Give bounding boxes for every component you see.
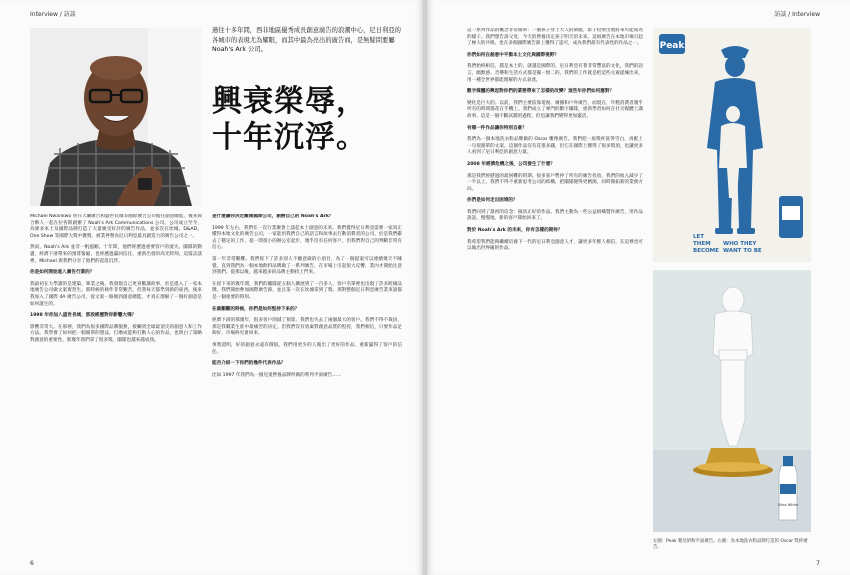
oscar-detergent-ad: [653, 270, 811, 532]
paragraph: 我們為一個本地洗衣粉品牌做的 Oscar 雕像廣告。我們把一座獎杯洗得雪白，再配上一句很簡單的文案。這個作品沒有花很多錢，但它在國際上獲得了很多獎項，也讓更多人看到了尼日利亞的創意力量。: [467, 137, 643, 156]
paragraph: 影響非常大。在那裡，我們為很多國際品牌服務，接觸到全球最頂尖的創意人和工作方法。我學會了如何把一個簡單的想法，打磨成能夠打動人心的作品，也明白了策略對創意的重要性。那幾年我們拿了很多獎，團隊也越來越成熟。: [30, 324, 202, 343]
right-column-1: [467, 28, 643, 563]
left-column-2: [212, 214, 402, 559]
question: 有哪一件作品讓你特別自豪？: [467, 125, 527, 131]
headline-line-2: 十年沉浮。: [212, 120, 367, 155]
paragraph: 第一年非常艱難。我們接下了許多別人不願意做的小項目，為了一個提案可以連續幾天不睡覺。直到我們為一個本地飲料品牌做了一系列廣告，在市場上引起很大反響，業內才開始注意到我們。從那以後，越來越多的品牌主動找上門來。: [212, 256, 402, 276]
question: 是什麼讓你決定離開國際公司，創辦自己的 Noah's Ark？: [212, 214, 334, 219]
left-column-1: [30, 214, 202, 559]
ad-tagline-line-4: WHO THEY: [723, 241, 757, 247]
question: 2008 年經濟危機之後，公司發生了什麼？: [467, 161, 555, 167]
ad-tagline-line-1: LET: [693, 234, 705, 240]
question: 1998 年你加入盛世長城，那段經歷對你影響大嗎？: [30, 313, 137, 319]
paragraph: 比如 1997 年我們為一個兒童營養品牌所做的系列平面廣告……: [212, 372, 342, 378]
ad-tagline-line-2: THEM: [693, 241, 711, 247]
portrait-illustration: [30, 28, 202, 206]
paragraph: 變化是巨大的。以前，我們主要依靠電視、廣播和戶外廣告，而現在，年輕消費者幾乎所有的時間都花在手機上。我們成立了專門的數字團隊，重新學習如何在社交媒體上講故事。這是一個不斷試錯的過程，但也讓我們變得更加靈活。: [467, 100, 643, 119]
image-caption: 左圖：Peak 嬰兒奶粉平面廣告。右圖：為本地洗衣粉品牌打造的 Oscar 獎杯廣告。: [653, 539, 808, 550]
running-head-left: Interview / 訪談: [30, 11, 76, 18]
paragraph: 事實證明，好的創意永遠有價值。我們用更少的人做出了更好的作品，重新贏得了客戶的信任。: [212, 342, 402, 355]
peak-logo-text: Peak: [659, 41, 685, 51]
question: 對於 Noah's Ark 的未來，你有怎樣的期待？: [467, 228, 563, 234]
paragraph: 我希望我們能夠繼續培養下一代的尼日利亞創意人才，讓更多年輕人相信，在這裡也可以做出世界級的作品。: [467, 239, 643, 252]
bottle-label: Ultra White: [777, 503, 799, 507]
question: 你們是如何走出困境的？: [467, 198, 518, 204]
page-number-right: 7: [816, 560, 820, 567]
ad-tagline-line-5: WANT TO BE: [723, 248, 762, 254]
intro-paragraph: 過往十多年間，西非地區優秀成長創意廣告的浪潮中心，尼日利亞的各城市的表現尤為耀眼，而其中最為亮出的廣告商，是無疑問要屬 Noah's Ark 公司。: [212, 27, 401, 53]
paragraph: 那是我們經歷過的最困難的時期。很多客戶暫停了所有的廣告投放，我們的收入減少了一半以上。我們不得不重新思考公司的結構，把團隊變得更精簡，同時開拓新的業務方向。: [467, 173, 643, 192]
left-page: [0, 0, 423, 575]
paragraph: Michael Nwankwo 曾在天聯廣告和盛世長城等國際廣告公司擔任創意總監，後來與合夥人一起在拉各斯創辦了 Noah's Ark Communications 公司。公司成立至今，為眾多本土及國際品牌打造了大量廣受好評的廣告作品，並多次在坎城、D&AD、One Show 等國際大獎中獲獎，被業界譽為尼日利亞最具創造力的廣告公司之一。: [30, 214, 202, 239]
running-head-right: 訪談 / Interview: [774, 11, 820, 18]
paragraph: 在接下來的幾年間，我們的團隊從五個人擴展到了一百多人，客戶名單裡也出現了許多跨國品牌。我們開始參加國際廣告節，並且第一次在坎城拿到了獎。那對整個尼日利亞廣告業來說都是一個重要的時刻。: [212, 281, 402, 300]
peak-ad-illustration: [653, 28, 811, 262]
oscar-ad-illustration: [653, 270, 811, 532]
question: 你是如何開始進入廣告行業的？: [30, 270, 95, 276]
paragraph: 我們回到了最初的信念：做真正好的作品。我們主動為一些公益組織製作廣告，用作品說話，慢慢地，新的客戶開始回來了。: [467, 209, 643, 222]
right-page: [427, 0, 850, 575]
question: 能否介紹一下你們的幾件代表作品？: [212, 361, 286, 367]
paragraph: 1999 年左右，我們在一次行業聚會上談起本土創意的未來。我們覺得尼日利亞需要一家真正懂得本地文化的廣告公司，一家能用我們自己的語言和故事去打動消費者的公司。於是我們辭去了穩定的工作，從一間很小的辦公室起步，幾乎沒有任何客戶，但我們對自己的判斷非常有信心。: [212, 225, 402, 251]
paragraph: 然而，Noah's Ark 並非一帆風順。十年間，他們經歷過重要客戶的流失、團隊的動盪、經濟下滑帶來的預算緊縮，也經歷過贏回信任、重新出發的高光時刻。這篇訪談裡，Michael 與我們分享了他們的起落沉浮。: [30, 245, 202, 264]
headline: [212, 84, 412, 156]
paragraph: 我們始終相信，越是本土的，就越是國際的。尼日利亞有著非常豐富的文化，我們的語言、幽默感、音樂和生活方式都是獨一無二的。我們的工作就是把這些元素提煉出來，用一種全世界都能理解的方式表達。: [467, 64, 643, 83]
question: 數字媒體的興起對你們的業務帶來了怎樣的改變？這些年你們如何應對？: [467, 89, 615, 95]
paragraph: 經濟下滑的那幾年，很多客戶削減了預算，我們也失去了兩個最大的客戶。我們不得不裁員，那是我職業生涯中最痛苦的決定。但我們沒有放棄對創意品質的堅持，我們相信，只要作品足夠好，市場終究會回來。: [212, 318, 402, 337]
peak-milk-ad: [653, 28, 811, 262]
portrait-photo: [30, 28, 202, 206]
paragraph: 這一系列作品的概念非常簡單：一個孩子穿上大人的制服，影子投射出他將來可能成為的樣子。我們想告訴父母，今天的營養決定孩子明天的未來。這組廣告在本地市場引起了極大的共鳴，也在多個國際廣告節上獲得了認可，成為我們最有代表性的作品之一。: [467, 28, 643, 47]
question: 在最艱難的時候，你們是如何堅持下來的？: [212, 306, 300, 312]
paragraph: 我最初在大學讀的是建築。畢業之後，我發現自己更喜歡講故事，於是進入了一家本地廣告公司做文案實習生。那時候的條件非常艱苦，但我每天都學到新的東西。後來我加入了國際 4A 廣告公司，從文案一路做到創意總監，才真正理解了一個好創意是如何誕生的。: [30, 281, 202, 307]
headline-line-1: 興衰榮辱，: [212, 84, 367, 119]
question: 你們如何在創意中平衡本土文化與國際視野？: [467, 52, 559, 58]
ad-tagline-line-3: BECOME: [693, 248, 719, 254]
page-number-left: 6: [30, 560, 34, 567]
